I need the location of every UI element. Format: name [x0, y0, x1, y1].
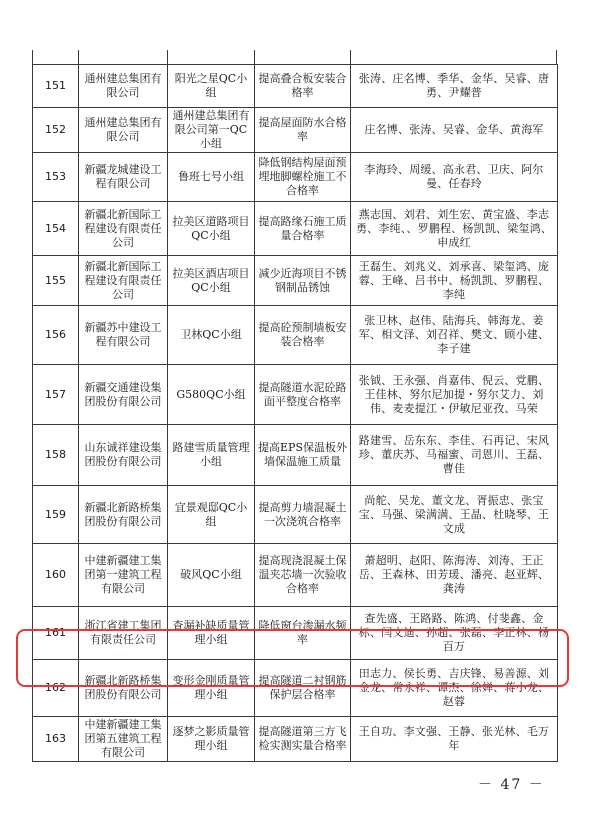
project-topic: 提高路缘石施工质量合格率	[255, 202, 351, 256]
qc-team-name: 宜景观邸QC小组	[168, 486, 255, 544]
project-topic: 提高砼预制墙板安装合格率	[255, 306, 351, 365]
team-members: 萧超明、赵阳、陈海涛、刘涛、王正岳、王森林、田芳瑗、潘亮、赵亚辉、龚涛	[351, 544, 558, 607]
qc-team-name: 变形金刚质量管理小组	[168, 660, 255, 717]
qc-team-name: 鲁班七号小组	[168, 153, 255, 202]
table-row	[33, 425, 558, 486]
company-name: 新疆北新国际工程建设有限责任公司	[79, 256, 168, 306]
qc-team-name: 破风QC小组	[168, 544, 255, 607]
qc-team-name: 卫林QC小组	[168, 306, 255, 365]
table-row	[33, 256, 558, 306]
team-members: 张涛、庄名博、季华、金华、吴睿、唐勇、尹耀普	[351, 65, 558, 108]
team-members: 王磊生、刘兆义、刘承喜、梁玺鸿、庞蓉、王峰、吕书中、杨凯凯、罗鹏程、李纯	[351, 256, 558, 306]
table-row	[33, 660, 558, 717]
table-row	[33, 544, 558, 607]
company-name: 新疆北新路桥集团股份有限公司	[79, 486, 168, 544]
team-members: 庄名博、张涛、吴睿、金华、黄海军	[351, 108, 558, 153]
team-members: 李海玲、周缓、高永君、卫庆、阿尔曼、任春玲	[351, 153, 558, 202]
team-members: 田志力、侯长勇、吉庆锋、易善源、刘金龙、常永祥、谭杰、徐婵、蒋小龙、赵蓉	[351, 660, 558, 717]
team-members: 路建雪、岳东东、李佳、石再记、宋风珍、董庆苏、马福蜜、司恩川、王磊、曹佳	[351, 425, 558, 486]
row-number: 154	[33, 202, 79, 256]
qc-team-name: 路建雪质量管理小组	[168, 425, 255, 486]
table-row	[33, 108, 558, 153]
project-topic: 提高隧道二衬钢筋保护层合格率	[255, 660, 351, 717]
company-name: 新疆苏中建设工程有限公司	[79, 306, 168, 365]
project-topic: 提高剪力墙混凝土一次浇筑合格率	[255, 486, 351, 544]
team-members: 王自功、李文强、王静、张光林、毛万年	[351, 717, 558, 762]
qc-team-name: 通州建总集团有限公司第一QC小组	[168, 108, 255, 153]
table-continuation-edge	[32, 50, 557, 64]
table-row	[33, 717, 558, 762]
page-number: － 47 －	[478, 777, 545, 793]
qc-team-name: 阳光之星QC小组	[168, 65, 255, 108]
team-members: 尚舵、吴龙、董文龙、胥振忠、张宝宝、马强、梁满满、王晶、杜晓琴、王文成	[351, 486, 558, 544]
row-number: 158	[33, 425, 79, 486]
company-name: 中建新疆建工集团第一建筑工程有限公司	[79, 544, 168, 607]
team-members: 张卫林、赵伟、陆海兵、韩海龙、姜军、相文泽、刘召祥、樊文、顾小建、李子建	[351, 306, 558, 365]
row-number: 153	[33, 153, 79, 202]
project-topic: 提高隧道第三方飞检实测实量合格率	[255, 717, 351, 762]
company-name: 新疆北新路桥集团股份有限公司	[79, 660, 168, 717]
row-number: 152	[33, 108, 79, 153]
project-topic: 减少近海项目不锈钢制品锈蚀	[255, 256, 351, 306]
qc-team-name: 逐梦之影质量管理小组	[168, 717, 255, 762]
row-number: 157	[33, 365, 79, 425]
project-topic: 提高隧道水泥砼路面平整度合格率	[255, 365, 351, 425]
qc-team-name: 拉美区道路项目QC小组	[168, 202, 255, 256]
team-members: 查先盛、王路路、陈鸿、付斐鑫、金标、闫文迪、孙超、张磊、李正林、杨百万	[351, 607, 558, 660]
row-number: 161	[33, 607, 79, 660]
project-topic: 提高EPS保温板外墙保温施工质量	[255, 425, 351, 486]
row-number: 155	[33, 256, 79, 306]
table-row	[33, 607, 558, 660]
company-name: 浙江省建工集团有限责任公司	[79, 607, 168, 660]
project-topic: 提高现浇混凝土保温夹芯墙一次验收合格率	[255, 544, 351, 607]
qc-awards-table	[32, 64, 558, 762]
qc-team-name: 拉美区酒店项目QC小组	[168, 256, 255, 306]
company-name: 新疆交通建设集团股份有限公司	[79, 365, 168, 425]
row-number: 163	[33, 717, 79, 762]
company-name: 新疆北新国际工程建设有限责任公司	[79, 202, 168, 256]
project-topic: 降低钢结构屋面预埋地脚螺栓施工不合格率	[255, 153, 351, 202]
table-row	[33, 65, 558, 108]
table-row	[33, 202, 558, 256]
team-members: 燕志国、刘君、刘生宏、黄宝盛、李志勇、李纯、、罗鹏程、杨凯凯、梁玺鸿、申成红	[351, 202, 558, 256]
table-row	[33, 486, 558, 544]
company-name: 山东诚祥建设集团股份有限公司	[79, 425, 168, 486]
row-number: 160	[33, 544, 79, 607]
company-name: 新疆龙城建设工程有限公司	[79, 153, 168, 202]
company-name: 通州建总集团有限公司	[79, 65, 168, 108]
project-topic: 降低窗台渗漏水频率	[255, 607, 351, 660]
row-number: 162	[33, 660, 79, 717]
company-name: 中建新疆建工集团第五建筑工程有限公司	[79, 717, 168, 762]
table-row	[33, 365, 558, 425]
table-row	[33, 153, 558, 202]
row-number: 156	[33, 306, 79, 365]
company-name: 通州建总集团有限公司	[79, 108, 168, 153]
project-topic: 提高屋面防水合格率	[255, 108, 351, 153]
qc-team-name: 查漏补缺质量管理小组	[168, 607, 255, 660]
row-number: 159	[33, 486, 79, 544]
row-number: 151	[33, 65, 79, 108]
team-members: 张钺、王永强、肖嘉伟、倪云、党鹏、王佳林、努尔尼加提・努尔艾力、刘伟、麦麦提江・伊敏尼亚孜、马荣	[351, 365, 558, 425]
table-row	[33, 306, 558, 365]
qc-team-name: G580QC小组	[168, 365, 255, 425]
project-topic: 提高叠合板安装合格率	[255, 65, 351, 108]
